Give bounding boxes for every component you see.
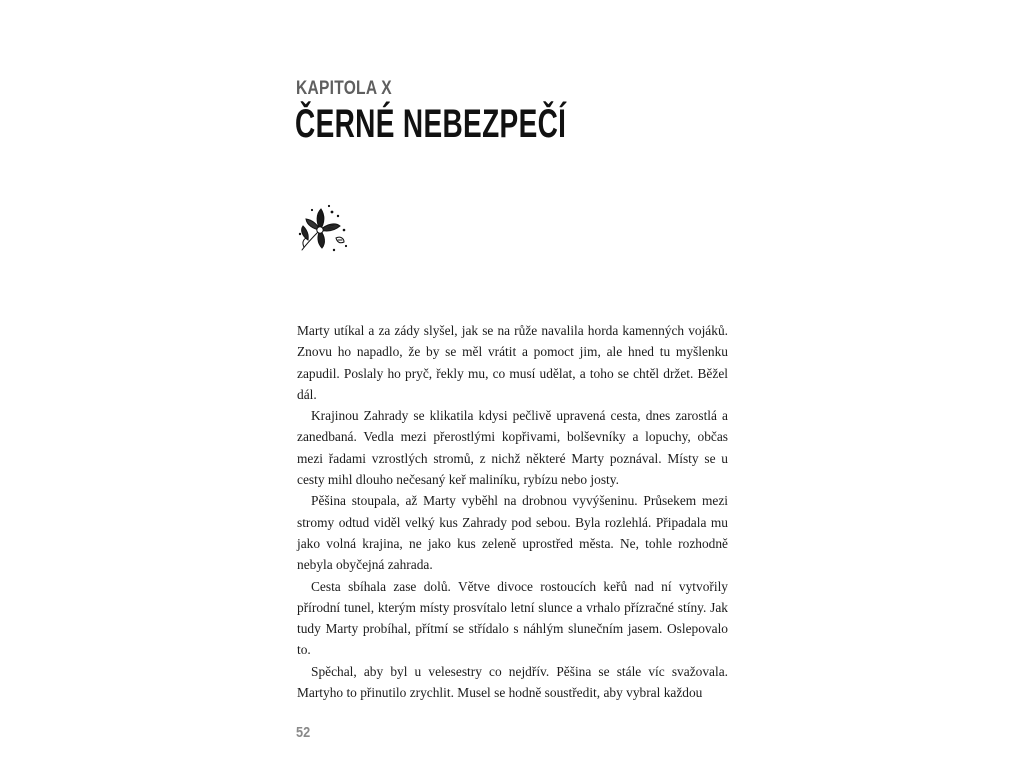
page-number: 52 bbox=[296, 724, 311, 741]
chapter-label: KAPITOLA X bbox=[296, 78, 392, 99]
flower-ornament-icon bbox=[294, 200, 352, 258]
paragraph: Pěšina stoupala, až Marty vyběhl na drobnou vyvýšeninu. Průsekem mezi stromy odtud viděl velký kus Zahrady pod sebou. Byla rozlehlá. Připadala mu jako volná krajina, ne jako kus zeleně uprostřed města. Ne, tohle rozhodně nebyla obyčejná zahrada. bbox=[297, 493, 728, 573]
paragraph: Marty utíkal a za zády slyšel, jak se na růže navalila horda kamenných vojáků. Znovu ho napadlo, že by se měl vrátit a pomoct jim, ale hned tu myšlenku zapudil. Poslaly ho pryč, řekly mu, co musí udělat, a toho se chtěl držet. Běžel dál. bbox=[297, 323, 728, 402]
paragraph: Krajinou Zahrady se klikatila kdysi pečlivě upravená cesta, dnes zarostlá a zanedbaná. Vedla mezi přerostlými kopřivami, bolševníky a lopuchy, občas mezi řadami vzrostlých stromů, z nichž některé Marty poznával. Místy se u cesty mihl dlouho nečesaný keř maliníku, rybízu nebo josty. bbox=[297, 408, 728, 488]
chapter-body-text bbox=[297, 320, 728, 703]
chapter-title: ČERNÉ NEBEZPEČÍ bbox=[295, 102, 567, 146]
paragraph: Cesta sbíhala zase dolů. Větve divoce rostoucích keřů nad ní vytvořily přírodní tunel, kterým místy prosvítalo letní slunce a vrhalo přízračné stíny. Jak tudy Marty probíhal, přítmí se střídalo s náhlým slunečním jasem. Oslepovalo to. bbox=[297, 578, 728, 658]
paragraph: Spěchal, aby byl u velesestry co nejdřív. Pěšina se stále víc svažovala. Martyho to přinutilo zrychlit. Musel se hodně soustředit, aby vybral každou bbox=[297, 663, 728, 701]
